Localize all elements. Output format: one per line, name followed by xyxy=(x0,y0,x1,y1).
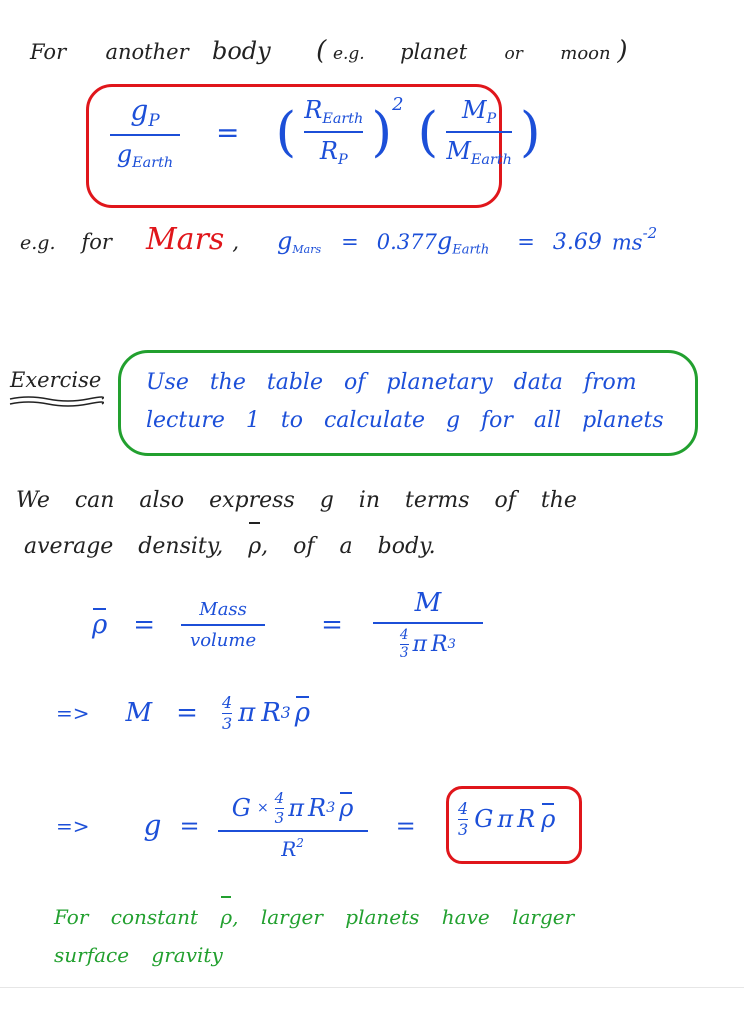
paren-right: ) xyxy=(371,101,393,164)
mars-coefficient: 0.377 xyxy=(376,230,437,254)
rho-2: ρ xyxy=(294,698,311,729)
density-equation xyxy=(92,588,483,661)
g-ratio-fraction xyxy=(110,94,180,171)
word-for-2: for xyxy=(81,230,112,254)
equals-1: = xyxy=(133,609,156,640)
mars-example-line xyxy=(20,222,657,258)
mass-over-volume: $\frac{\text{Mass}}{\text{volume}}$ xyxy=(181,599,265,651)
word-planet: planet xyxy=(400,40,468,64)
equals-3: = xyxy=(176,698,198,729)
density-line-1: We can also express g in terms of the xyxy=(16,488,577,513)
result-expression: $\frac{4}{3}$ G π R ρ xyxy=(458,799,556,839)
radius-1: R xyxy=(261,698,281,729)
unit: $ms^{-2}$ xyxy=(611,223,658,254)
exercise-label: Exercise xyxy=(10,368,102,392)
implies-arrow-2: => xyxy=(56,813,90,838)
rho-bar: ρ xyxy=(248,524,261,570)
g-planet: $g_P$ xyxy=(130,94,160,130)
mass-ratio-fraction: $\frac{M_P}{M_{Earth}}$ xyxy=(446,96,512,169)
cube-1: 3 xyxy=(280,704,291,723)
equals-sign: = xyxy=(216,115,240,149)
mars-g-value: 3.69 xyxy=(552,230,602,255)
g-mars: $g_{Mars}$ xyxy=(277,227,322,256)
word-eg-2: e.g. xyxy=(20,232,56,254)
gravity-ratio-equation xyxy=(110,94,541,171)
word-another: another xyxy=(105,40,189,64)
word-body: body xyxy=(211,37,271,65)
paren-open: ( xyxy=(316,36,327,66)
mars-label: Mars xyxy=(145,222,225,257)
exercise-underline xyxy=(8,394,104,408)
paren-right-2: ) xyxy=(519,101,541,164)
density-line-2: average density, ρ, of a body. xyxy=(16,524,577,570)
radius-ratio-fraction: $\frac{R_{Earth}}{R_P}$ xyxy=(304,96,364,169)
word-or: or xyxy=(504,44,523,64)
equals-4: = xyxy=(179,811,200,840)
radius-power: 2 xyxy=(392,94,404,115)
conclusion-line-1: For constant ρ, larger planets have larger xyxy=(54,898,574,936)
pi-1: π xyxy=(238,698,256,729)
equals-value: = xyxy=(517,230,535,254)
equals-2: = xyxy=(321,609,343,640)
intro-line xyxy=(30,36,627,66)
g-symbol: g xyxy=(143,809,162,842)
exercise-text xyxy=(146,364,664,440)
mass-symbol: M xyxy=(125,698,153,729)
conclusion-line-2: surface gravity xyxy=(54,943,223,967)
equals-mars: = xyxy=(341,230,359,254)
exercise-line-2: lecture 1 to calculate g for all planets xyxy=(146,408,664,433)
rho-symbol: ρ xyxy=(92,609,108,640)
m-over-volume: M $\frac{4}{3}$ π R 3 xyxy=(373,588,483,661)
equals-5: = xyxy=(395,811,416,840)
gravity-equation xyxy=(56,790,436,861)
four-thirds-1: $\frac{4}{3}$ xyxy=(221,693,233,733)
page-bottom-rule xyxy=(0,987,744,988)
implies-arrow-1: => xyxy=(56,701,90,726)
exercise-line-1: Use the table of planetary data from xyxy=(146,370,637,395)
paren-close: ) xyxy=(617,36,628,66)
g-earth-2: $g_{Earth}$ xyxy=(436,227,490,258)
word-eg: e.g. xyxy=(332,44,365,64)
mass-equation xyxy=(56,694,310,732)
word-for: For xyxy=(30,40,67,64)
comma: , xyxy=(232,230,239,254)
word-moon: moon xyxy=(560,43,611,64)
density-text xyxy=(16,478,577,570)
conclusion-text xyxy=(54,898,574,974)
paren-left-2: ( xyxy=(417,101,439,164)
paren-left: ( xyxy=(275,101,297,164)
g-earth: $g_{Earth}$ xyxy=(116,139,174,171)
gravity-fraction: G × $\frac{4}{3}$ π R 3 ρ $R^2$ xyxy=(218,790,368,861)
